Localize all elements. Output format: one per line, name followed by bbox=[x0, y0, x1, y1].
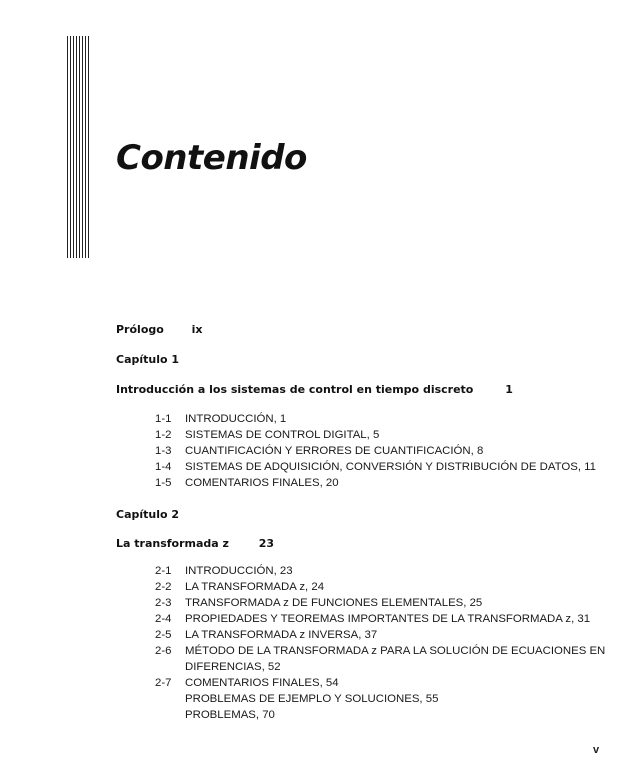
section-number: 2-7 bbox=[155, 677, 172, 689]
section-title: LA TRANSFORMADA z INVERSA, 37 bbox=[185, 629, 378, 641]
section-number: 1-5 bbox=[155, 477, 172, 489]
chapter-1-label: Capítulo 1 bbox=[116, 353, 180, 366]
section-title: DIFERENCIAS, 52 bbox=[185, 661, 281, 673]
section-number: 1-2 bbox=[155, 429, 172, 441]
section-number: 1-4 bbox=[155, 461, 172, 473]
section-number: 1-1 bbox=[155, 413, 172, 425]
section-title: MÉTODO DE LA TRANSFORMADA z PARA LA SOLUCIÓN DE ECUACIONES EN bbox=[185, 645, 606, 657]
section-number: 2-4 bbox=[155, 613, 172, 625]
section-title: PROBLEMAS, 70 bbox=[185, 709, 275, 721]
prologo-label: Prólogo bbox=[116, 323, 164, 336]
section-number: 1-3 bbox=[155, 445, 172, 457]
prologo-page: ix bbox=[191, 323, 203, 336]
section-title: CUANTIFICACIÓN Y ERRORES DE CUANTIFICACIÓN, 8 bbox=[185, 445, 484, 457]
chapter-1-title: Introducción a los sistemas de control en tiempo discreto bbox=[116, 383, 474, 396]
section-title: SISTEMAS DE ADQUISICIÓN, CONVERSIÓN Y DISTRIBUCIÓN DE DATOS, 11 bbox=[185, 461, 596, 473]
section-title: COMENTARIOS FINALES, 20 bbox=[185, 477, 339, 489]
section-number: 2-3 bbox=[155, 597, 172, 609]
prologo-heading[interactable] bbox=[116, 323, 203, 336]
section-title: INTRODUCCIÓN, 23 bbox=[185, 565, 293, 577]
section-title: PROBLEMAS DE EJEMPLO Y SOLUCIONES, 55 bbox=[185, 693, 439, 705]
decorative-vertical-rules bbox=[67, 36, 91, 258]
page-title: Contenido bbox=[116, 138, 307, 178]
section-title: LA TRANSFORMADA z, 24 bbox=[185, 581, 325, 593]
section-title: INTRODUCCIÓN, 1 bbox=[185, 413, 287, 425]
section-title: PROPIEDADES Y TEOREMAS IMPORTANTES DE LA TRANSFORMADA z, 31 bbox=[185, 613, 591, 625]
chapter-2-label: Capítulo 2 bbox=[116, 508, 180, 521]
section-number: 2-6 bbox=[155, 645, 172, 657]
chapter-2-title: La transformada z bbox=[116, 537, 229, 550]
section-number: 2-2 bbox=[155, 581, 172, 593]
chapter-2-title-row[interactable] bbox=[116, 537, 274, 550]
section-title: TRANSFORMADA z DE FUNCIONES ELEMENTALES, 25 bbox=[185, 597, 483, 609]
section-number: 2-1 bbox=[155, 565, 172, 577]
chapter-1-page: 1 bbox=[505, 383, 513, 396]
chapter-1-title-row[interactable] bbox=[116, 383, 513, 396]
section-title: SISTEMAS DE CONTROL DIGITAL, 5 bbox=[185, 429, 380, 441]
section-title: COMENTARIOS FINALES, 54 bbox=[185, 677, 339, 689]
chapter-2-page: 23 bbox=[258, 537, 275, 550]
page-folio: v bbox=[593, 744, 600, 756]
section-number: 2-5 bbox=[155, 629, 172, 641]
